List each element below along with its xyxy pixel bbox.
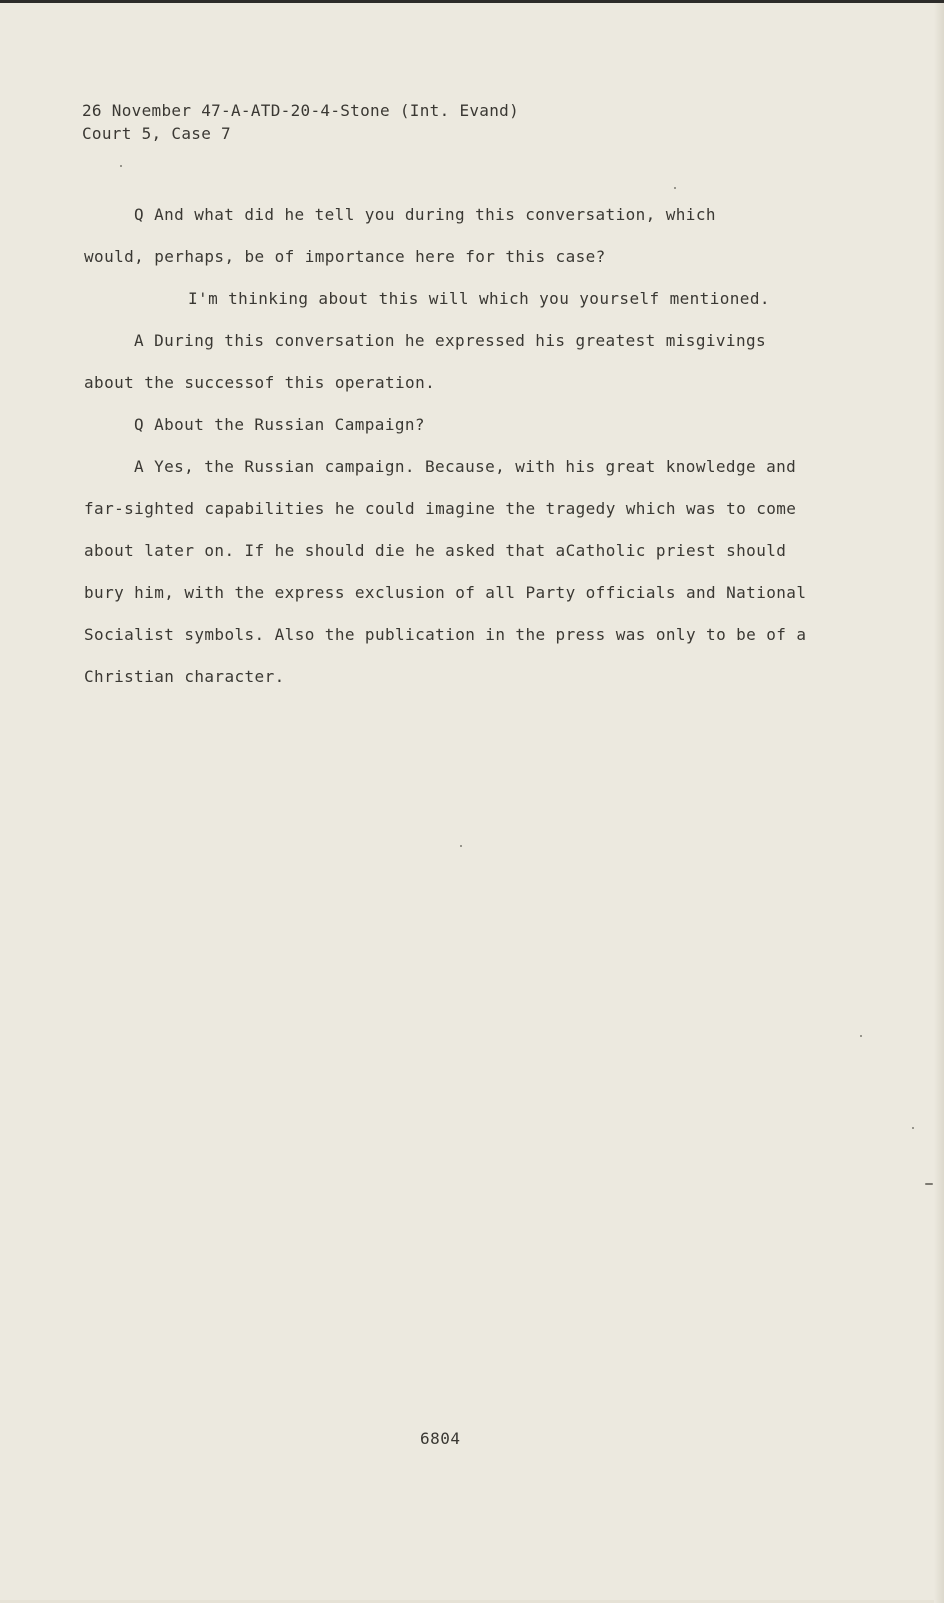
transcript-line: A During this conversation he expressed his greatest misgivings <box>134 331 767 350</box>
transcript-line: Christian character. <box>84 667 285 686</box>
paper-speck <box>925 1183 933 1185</box>
header-line-reference: 26 November 47-A-ATD-20-4-Stone (Int. Evand) <box>82 101 520 120</box>
transcript-line: bury him, with the express exclusion of all Party officials and National <box>84 583 807 602</box>
transcript-line: I'm thinking about this will which you yourself mentioned. <box>188 289 770 308</box>
header-line-court: Court 5, Case 7 <box>82 124 231 143</box>
paper-speck <box>674 187 676 189</box>
transcript-line: about the successof this operation. <box>84 373 436 392</box>
transcript-line: far-sighted capabilities he could imagine the tragedy which was to come <box>84 499 797 518</box>
transcript-line: Socialist symbols. Also the publication in the press was only to be of a <box>84 625 807 644</box>
transcript-line: would, perhaps, be of importance here for this case? <box>84 247 606 266</box>
transcript-line: about later on. If he should die he asked that aCatholic priest should <box>84 541 787 560</box>
paper-speck <box>912 1127 914 1129</box>
transcript-line: A Yes, the Russian campaign. Because, with his great knowledge and <box>134 457 797 476</box>
paper-speck <box>860 1035 862 1037</box>
transcript-line: Q And what did he tell you during this conversation, which <box>134 205 716 224</box>
page-edge-shadow <box>934 3 944 1603</box>
paper-speck <box>460 845 462 847</box>
transcript-body <box>84 201 844 705</box>
transcript-line: Q About the Russian Campaign? <box>134 415 425 434</box>
document-header <box>82 99 519 145</box>
paper-speck <box>120 165 122 167</box>
page-number: 6804 <box>420 1429 461 1448</box>
